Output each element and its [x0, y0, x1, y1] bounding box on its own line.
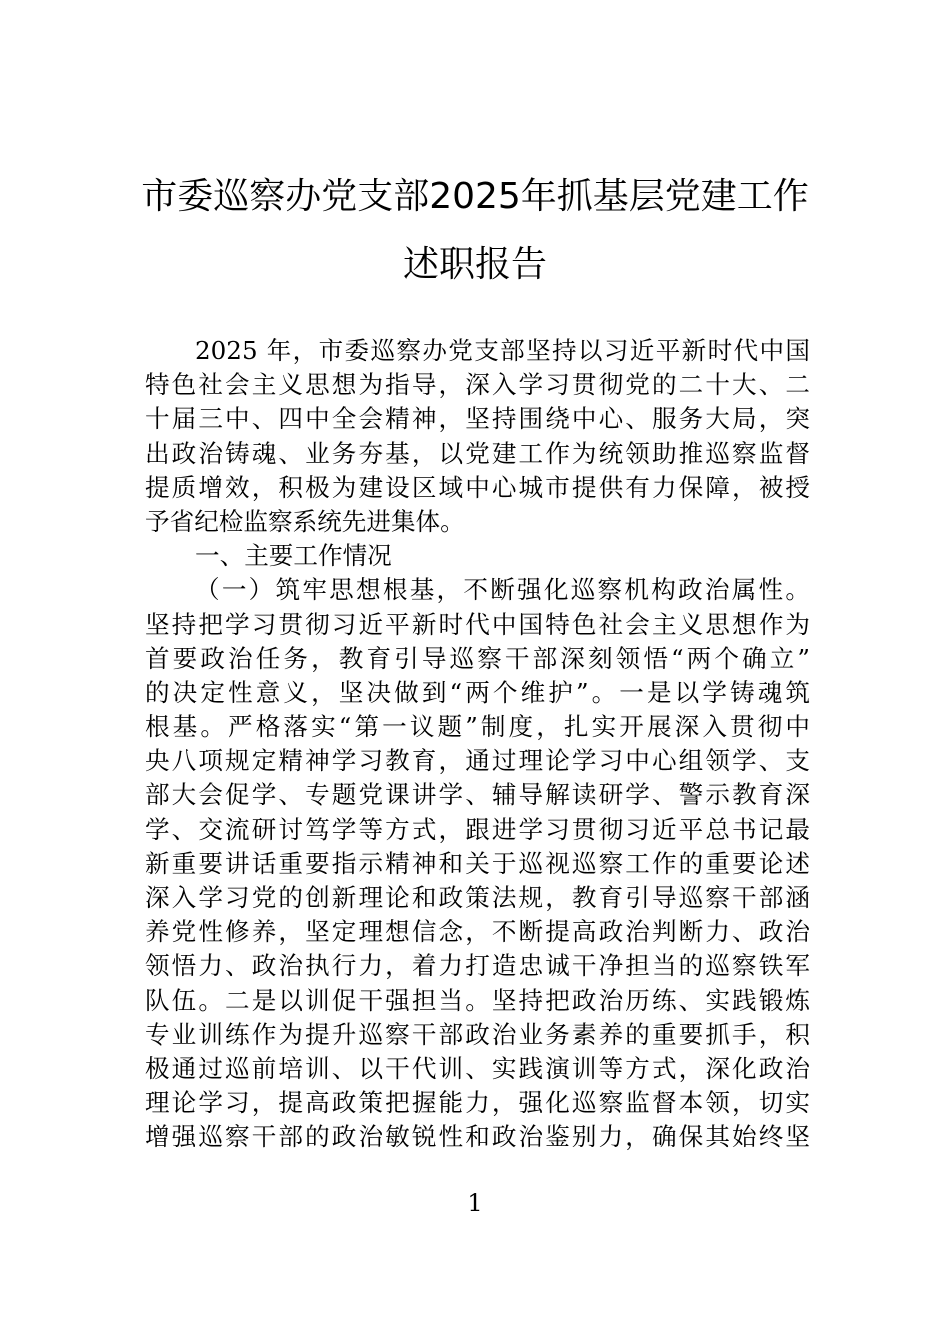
- body-line: 2025 年，市委巡察办党支部坚持以习近平新时代中国: [195, 336, 810, 365]
- body-line: 理论学习，提高政策把握能力，强化巡察监督本领，切实: [145, 1088, 810, 1118]
- body-line: 队伍。二是以训促干强担当。坚持把政治历练、实践锻炼: [145, 985, 810, 1015]
- body-line: 深入学习党的创新理论和政策法规，教育引导巡察干部涵: [145, 883, 810, 912]
- body-line: 提质增效，积极为建设区域中心城市提供有力保障，被授: [145, 472, 810, 502]
- body-line: 出政治铸魂、业务夯基，以党建工作为统领助推巡察监督: [145, 438, 810, 468]
- document-body: [145, 334, 810, 1155]
- document-title-line-2: 述职报告: [402, 244, 547, 285]
- body-line: 予省纪检监察系统先进集体。: [145, 506, 465, 536]
- body-line: 领悟力、政治执行力，着力打造忠诚干净担当的巡察铁军: [145, 951, 810, 981]
- body-line: 养党性修养，坚定理想信念，不断提高政治判断力、政治: [145, 917, 810, 947]
- body-line: 坚持把学习贯彻习近平新时代中国特色社会主义思想作为: [145, 609, 810, 639]
- body-line: 增强巡察干部的政治敏锐性和政治鉴别力，确保其始终坚: [145, 1122, 810, 1152]
- body-line: 专业训练作为提升巡察干部政治业务素养的重要抓手，积: [145, 1019, 810, 1049]
- body-line: 部大会促学、专题党课讲学、辅导解读研学、警示教育深: [145, 780, 810, 810]
- body-line: 极通过巡前培训、以干代训、实践演训等方式，深化政治: [145, 1053, 810, 1083]
- body-line: 十届三中、四中全会精神，坚持围绕中心、服务大局，突: [145, 404, 810, 434]
- body-line: 的决定性意义，坚决做到“两个维护”。一是以学铸魂筑: [145, 677, 810, 707]
- body-line: 首要政治任务，教育引导巡察干部深刻领悟“两个确立”: [145, 643, 810, 673]
- body-line: （一）筑牢思想根基，不断强化巡察机构政治属性。: [195, 575, 810, 605]
- body-line: 学、交流研讨笃学等方式，跟进学习贯彻习近平总书记最: [145, 814, 810, 844]
- body-line: 特色社会主义思想为指导，深入学习贯彻党的二十大、二: [145, 370, 810, 400]
- body-line: 央八项规定精神学习教育，通过理论学习中心组领学、支: [145, 746, 810, 776]
- body-line: 一、主要工作情况: [195, 541, 392, 571]
- body-line: 根基。严格落实“第一议题”制度，扎实开展深入贯彻中: [145, 712, 810, 742]
- page-number: 1: [467, 1189, 483, 1217]
- body-line: 新重要讲话重要指示精神和关于巡视巡察工作的重要论述: [145, 848, 810, 878]
- document-title-line-1: 市委巡察办党支部2025年抓基层党建工作: [141, 176, 809, 217]
